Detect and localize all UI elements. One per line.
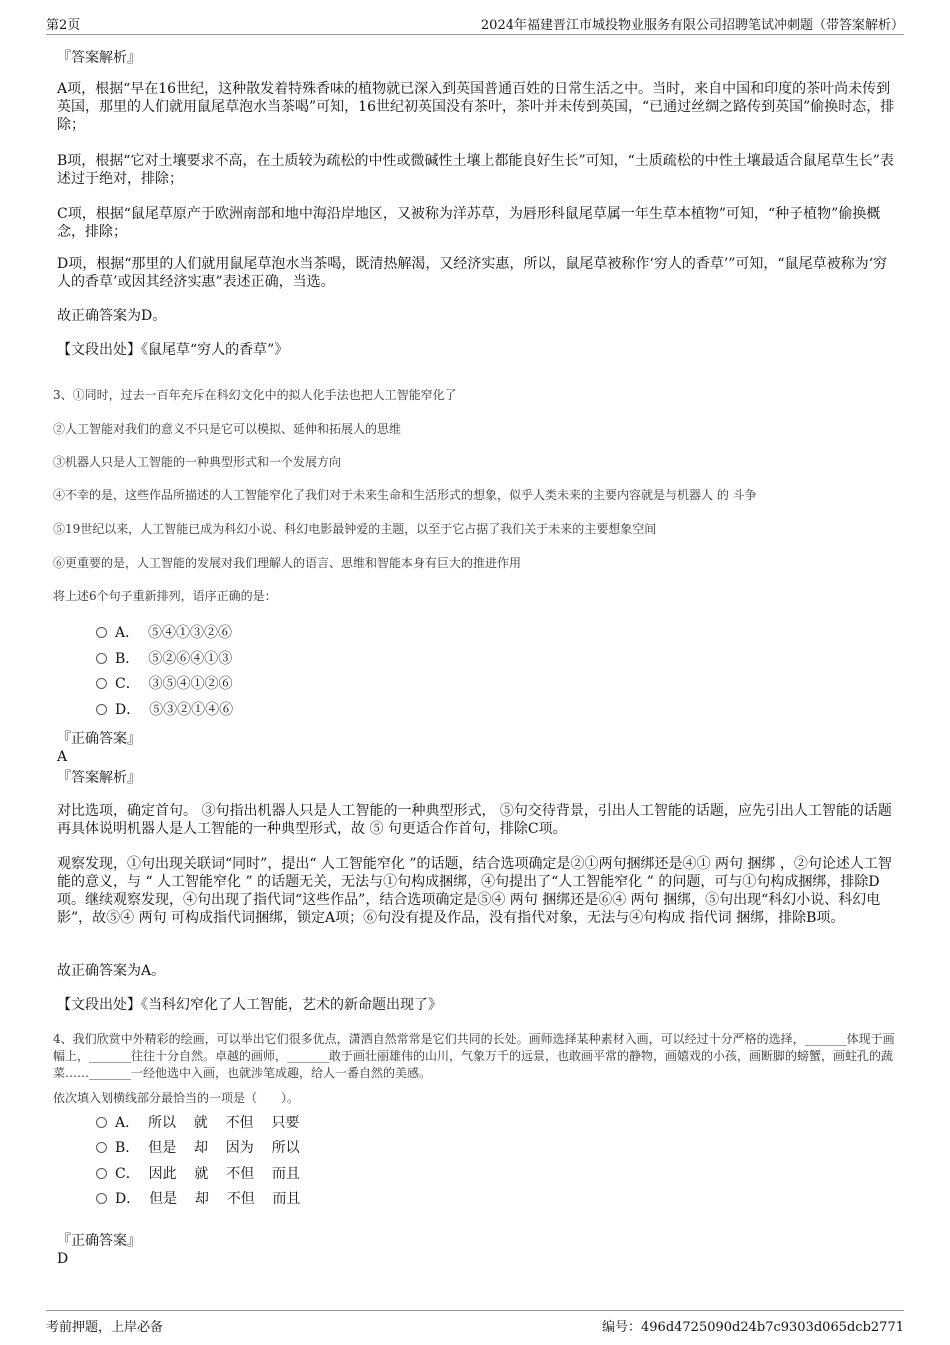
q3-source: 【文段出处】《当科幻窄化了人工智能，艺术的新命题出现了》: [57, 997, 442, 1013]
q3-sentence-3: ③机器人只是人工智能的一种典型形式和一个发展方向: [53, 455, 342, 469]
q3-sentence-5: ⑤19世纪以来，人工智能已成为科幻小说、科幻电影最钟爱的主题，以至于它占据了我们关于未来的主要想象空间: [53, 522, 657, 536]
q4-option-b[interactable]: B． 但是 却 因为 所以: [96, 1139, 300, 1157]
radio-icon[interactable]: [96, 678, 107, 689]
q3-sentence-4: ④不幸的是，这些作品所描述的人工智能窄化了我们对于未来生命和生活形式的想象，似乎人类未来的主要内容就是与机器人 的 斗争: [53, 488, 757, 502]
q3-option-d[interactable]: D． ⑤③②①④⑥: [96, 701, 233, 719]
q4-option-c[interactable]: C． 因此 就 不但 而且: [96, 1165, 300, 1183]
radio-icon[interactable]: [96, 627, 107, 638]
q2-source: 【文段出处】《鼠尾草“穷人的香草”》: [57, 342, 289, 358]
footer-slogan: 考前押题，上岸必备: [46, 1320, 164, 1335]
q3-analysis-2: 观察发现，①句出现关联词“同时”，提出“ 人工智能窄化 ”的话题，结合选项确定是②①两句捆绑还是④① 两句 捆绑 ，②句论述人工智能的意义，与 “ 人工智能窄化 ” 的话题无关，无法与①句构成捆绑，④句提出了“人工智能窄化 ” 的问题，可与①句构成捆绑，排除D项。继续观察发现，④句出现了指代词“这些作品”，结合选项确定是⑤④ 两句 捆绑还是⑥④ 两句 捆绑，⑤句出现“科幻小说、科幻电影”，故⑤④ 两句 可构成指代词捆绑，锁定A项；⑥句没有提及作品，没有指代对象，无法与④句构成 指代词 捆绑，排除B项。: [57, 856, 892, 926]
page-number: 第2页: [46, 18, 81, 33]
q3-answer: A: [57, 749, 68, 765]
q4-option-a[interactable]: A． 所以 就 不但 只要: [96, 1114, 299, 1132]
q3-sentence-2: ②人工智能对我们的意义不只是它可以模拟、延伸和拓展人的思维: [53, 422, 402, 436]
radio-icon[interactable]: [96, 1193, 107, 1204]
q3-conclusion: 故正确答案为A。: [57, 963, 166, 979]
radio-icon[interactable]: [96, 1117, 107, 1128]
document-code: 编号：496d4725090d24b7c9303d065dcb2771: [602, 1320, 904, 1335]
q2-analysis-b: B项，根据“它对土壤要求不高，在土质较为疏松的中性或微碱性土壤上都能良好生长”可知，“土质疏松的中性土壤最适合鼠尾草生长”表述过于绝对，排除；: [57, 153, 894, 187]
q2-analysis-label: 『答案解析』: [57, 50, 141, 66]
q4-prompt: 依次填入划横线部分最恰当的一项是（ ）。: [53, 1091, 300, 1105]
page-header: [46, 12, 904, 35]
q2-analysis-a: A项，根据“早在16世纪，这种散发着特殊香味的植物就已深入到英国普通百姓的日常生活之中。当时，来自中国和印度的茶叶尚未传到英国，那里的人们就用鼠尾草泡水当茶喝”可知，16世纪初英国没有茶叶，茶叶并未传到英国，“已通过丝绸之路传到英国”偷换时态，排除；: [57, 81, 895, 133]
q3-option-b[interactable]: B． ⑤②⑥④①③: [96, 650, 232, 668]
q3-prompt: 将上述6个句子重新排列，语序正确的是：: [53, 589, 277, 603]
q4-stem: 4、我们欣赏中外精彩的绘画，可以举出它们很多优点，潇洒自然常常是它们共同的长处。画师选择某种素材入画，可以经过十分严格的选择，_______体现于画幅上，_______往往十分自然。卓越的画师，_______敢于画壮丽雄伟的山川，气象万千的远景，也敢画平常的静物，画嬉戏的小孩，画断脚的螃蟹，画蛀孔的蔬菜……_______一经他选中入画，也就涉笔成趣，给人一番自然的美感。: [53, 1032, 895, 1080]
page-footer: [46, 1310, 904, 1335]
radio-icon[interactable]: [96, 1168, 107, 1179]
radio-icon[interactable]: [96, 704, 107, 715]
q3-option-c[interactable]: C． ③⑤④①②⑥: [96, 675, 233, 693]
q3-option-a[interactable]: A． ⑤④①③②⑥: [96, 624, 232, 642]
q4-option-d[interactable]: D． 但是 却 不但 而且: [96, 1190, 301, 1208]
q3-analysis-1: 对比选项，确定首句。 ③句指出机器人只是人工智能的一种典型形式， ⑤句交待背景，引出人工智能的话题，应先引出人工智能的话题再具体说明机器人是人工智能的一种典型形式，故 ⑤ 句更适合作首句，排除C项。: [57, 803, 892, 837]
q4-answer-label: 『正确答案』: [57, 1233, 141, 1249]
q3-answer-label: 『正确答案』: [57, 731, 141, 747]
q2-analysis-d: D项，根据“那里的人们就用鼠尾草泡水当茶喝，既清热解渴，又经济实惠，所以，鼠尾草被称作‘穷人的香草’”可知，“鼠尾草被称为‘穷人的香草’或因其经济实惠”表述正确，当选。: [57, 256, 888, 290]
document-title: 2024年福建晋江市城投物业服务有限公司招聘笔试冲刺题（带答案解析）: [480, 18, 904, 33]
radio-icon[interactable]: [96, 653, 107, 664]
q3-analysis-label: 『答案解析』: [57, 770, 141, 786]
radio-icon[interactable]: [96, 1142, 107, 1153]
q4-answer: D: [57, 1251, 69, 1267]
q3-sentence-6: ⑥更重要的是，人工智能的发展对我们理解人的语言、思维和智能本身有巨大的推进作用: [53, 556, 522, 570]
q2-conclusion: 故正确答案为D。: [57, 308, 167, 324]
q2-analysis-c: C项，根据“鼠尾草原产于欧洲南部和地中海沿岸地区，又被称为洋苏草，为唇形科鼠尾草属一年生草本植物”可知，“种子植物”偷换概念，排除；: [57, 206, 881, 240]
q3-sentence-1: 3、①同时，过去一百年充斥在科幻文化中的拟人化手法也把人工智能窄化了: [53, 388, 457, 402]
